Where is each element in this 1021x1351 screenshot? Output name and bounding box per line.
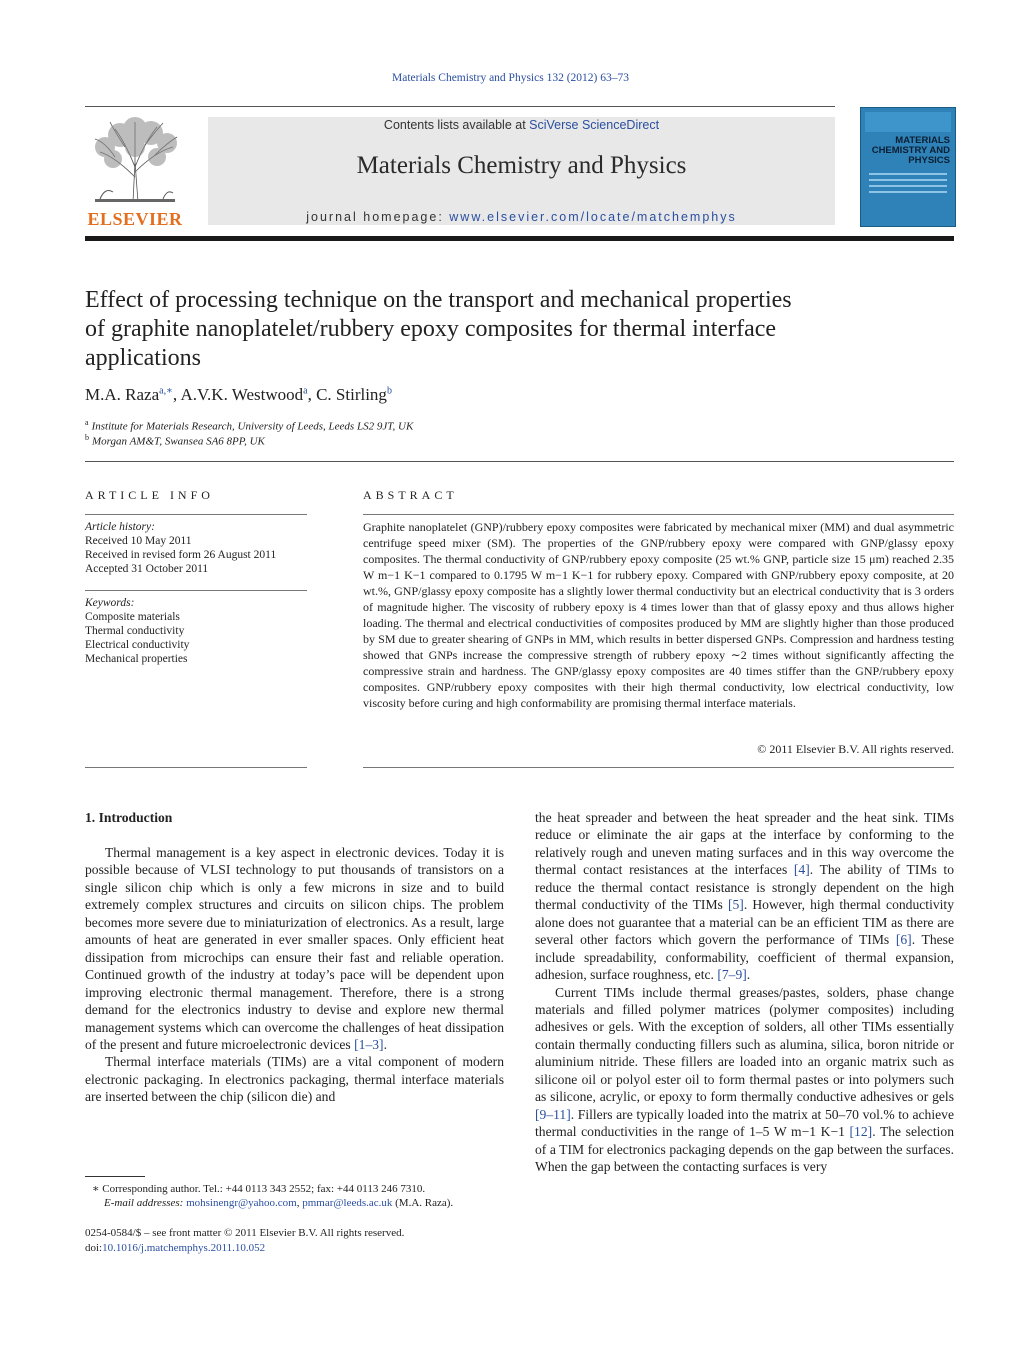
contents-line — [208, 118, 835, 132]
reference-link[interactable]: [4] — [793, 862, 810, 878]
cover-title: MATERIALS CHEMISTRY AND PHYSICS — [871, 135, 950, 166]
abstract-heading: ABSTRACT — [363, 488, 458, 502]
homepage-link[interactable]: www.elsevier.com/locate/matchemphys — [449, 210, 737, 224]
footnote-divider — [85, 1176, 145, 1177]
sciencedirect-link[interactable]: SciVerse ScienceDirect — [529, 118, 660, 132]
history-label: Article history: — [85, 521, 155, 533]
paragraph-text: . The selection of a TIM for electronics packaging depends on the gap between the surfaces. When the gap between the contacting surfaces is very — [535, 1124, 954, 1175]
author-marks[interactable]: b — [386, 385, 392, 397]
author-name: A.V.K. Westwood — [180, 385, 304, 404]
email-separator: , — [296, 1197, 303, 1209]
keywords-block — [85, 596, 189, 666]
right-column — [535, 809, 954, 1176]
paragraph-text: Thermal management is a key aspect in electronic devices. Today it is possible because of VLSI technology to put thousands of transistors on a single silicon chip which is only a few microns in size and to build extremely complex structures and circuits on silicon chips. The problem becomes more severe due to miniaturization of electronics. As a result, large amounts of heat are generated in ever smaller spaces. Only efficient heat dissipation from microchips can ensure their fast and reliable operation. Continued growth of the industry at today’s pace will be dependent upon improving electronic thermal management. Therefore, there is a strong demand for the electronics industry to devise and explore new thermal management systems which can overcome the challenges of heat dissipation of the present and future microelectronic devices — [85, 845, 504, 1052]
corresponding-author-note: ∗ Corresponding author. Tel.: +44 0113 343 2552; fax: +44 0113 246 7310. — [92, 1183, 426, 1195]
abstract-copyright: © 2011 Elsevier B.V. All rights reserved. — [757, 742, 954, 756]
cover-band — [865, 112, 951, 132]
paragraph-text: . Fillers are typically loaded into the matrix at 50–70 vol.% to achieve thermal conductivities in the range of 1–5 W m−1 K−1 — [535, 1106, 954, 1140]
author-separator: , — [307, 385, 317, 404]
article-history — [85, 520, 276, 576]
doi-label: doi: — [85, 1242, 103, 1254]
author-list — [85, 385, 392, 405]
section-heading-introduction: 1. Introduction — [85, 810, 173, 825]
paragraph: Thermal management is a key aspect in electronic devices. Today it is possible because of VLSI technology to put thousands of transistors on a single silicon chip which is only a few microns in size and to build extremely complex structures and circuits on silicon chips. The problem becomes more severe due to miniaturization of electronics. As a result, large amounts of heat are generated in ever smaller spaces. Only efficient heat dissipation from microchips can ensure their fast and reliable operation. Continued growth of the industry at today’s pace will be dependent upon improving electronic thermal management. Therefore, there is a strong demand for the electronics industry to devise and explore new thermal management systems which can overcome the challenges of heat dissipation of the present and future microelectronic devices [1–3]. — [85, 845, 504, 1052]
keyword: Thermal conductivity — [85, 625, 185, 637]
abstract-text: Graphite nanoplatelet (GNP)/rubbery epoxy composites were fabricated by mechanical mixer (MM) and dual asymmetric centrifuge speed mixer (SM). The properties of the GNP/rubbery epoxy were compared with GNP/glassy epoxy composites. The thermal conductivity of GNP/rubbery epoxy composite (25 wt.% GNP, particle size 15 μm) reached 2.35 W m−1 K−1 compared to 0.1795 W m−1 K−1 for rubbery epoxy. Compared with GNP/rubbery epoxy composite, at 20 wt.%, GNP/glassy epoxy composite has a slightly lower thermal conductivity but an electrical conductivity that is 3 orders of magnitude higher. The viscosity of rubbery epoxy is 4 times lower than that of glassy epoxy and thus allows higher loading. The thermal and electrical conductivities of composites produced by MM are slightly higher than those produced by SM due to greater shearing of GNPs in MM, which results in better dispersed GNPs. Compression and hardness testing showed that GNPs increase the compressive strength of rubbery epoxy ∼2 times without significantly affecting the compressive strain and hardness. The GNP/glassy epoxy composites are 40 times stiffer than the GNP/rubbery epoxy composites. GNP/rubbery epoxy composites with their high thermal conductivity, low electrical conductivity, low viscosity before curing and high conformability are promising thermal interface materials. — [363, 520, 954, 710]
paragraph — [535, 984, 954, 1176]
left-column — [85, 844, 504, 1106]
reference-link[interactable]: [5] — [727, 897, 744, 913]
paragraph: the heat spreader and between the heat spreader and the heat sink. TIMs reduce or eliminate the air gaps at the interface by conforming to the relatively rough and uneven mating surfaces and in this way overcome the thermal contact resistances at the interfaces [4]. The ability of TIMs to reduce the thermal contact resistance is strongly dependent on the high thermal conductivity of the TIMs [5]. However, high thermal conductivity alone does not guarantee that a material can be an efficient TIM as there are several other factors which govern the performance of TIMs [6]. These include spreadability, conformability, coefficient of thermal expansion, adhesion, surface roughness, etc. [7–9]. — [535, 810, 954, 983]
abstract-bottom-rule — [363, 767, 954, 768]
paragraph-text: . The ability of TIMs to reduce the thermal contact resistance is strongly dependent on the high thermal conductivity of the TIMs — [535, 862, 954, 913]
journal-homepage — [208, 210, 835, 224]
masthead-bottom-rule — [85, 236, 954, 241]
article-info-divider — [85, 514, 307, 515]
article-info-heading: ARTICLE INFO — [85, 488, 214, 502]
reference-link[interactable]: [12] — [849, 1124, 873, 1140]
author-marks[interactable]: a,∗ — [159, 385, 173, 397]
accepted-date: Accepted 31 October 2011 — [85, 563, 209, 575]
email-suffix: (M.A. Raza). — [392, 1197, 454, 1209]
affiliation-mark: b — [85, 433, 89, 442]
keywords-divider — [85, 590, 307, 591]
paragraph: Thermal interface materials (TIMs) are a vital component of modern electronic packaging. In electronics packaging, thermal interface materials are inserted between the chip (silicon die) and — [85, 1054, 504, 1105]
abstract-divider — [363, 514, 954, 515]
contents-prefix: Contents lists available at — [383, 118, 530, 132]
elsevier-logo — [85, 117, 185, 229]
keyword: Composite materials — [85, 611, 180, 623]
elsevier-tree-icon — [85, 117, 185, 207]
cover-decoration — [869, 173, 947, 197]
affiliation-divider — [85, 461, 954, 462]
article-info-bottom-rule — [85, 767, 307, 768]
email-label: E-mail addresses: — [104, 1197, 187, 1209]
paragraph-text: . These include spreadability, conformability, coefficient of thermal expansion, adhesion, surface roughness, etc. — [535, 932, 954, 983]
revised-date: Received in revised form 26 August 2011 — [85, 549, 277, 561]
email-note — [104, 1196, 453, 1210]
affiliation — [85, 433, 265, 448]
affiliation-text: Morgan AM&T, Swansea SA6 8PP, UK — [92, 435, 265, 448]
reference-link[interactable]: [1–3] — [354, 1036, 384, 1052]
email-link[interactable]: mohsinengr@yahoo.com — [186, 1197, 297, 1209]
keyword: Electrical conductivity — [85, 639, 190, 651]
email-link[interactable]: pmmar@leeds.ac.uk — [302, 1197, 393, 1209]
affiliation-text: Institute for Materials Research, University of Leeds, Leeds LS2 9JT, UK — [91, 420, 414, 433]
doi-line — [85, 1241, 265, 1255]
author-name: C. Stirling — [316, 385, 387, 404]
elsevier-wordmark: ELSEVIER — [87, 209, 183, 229]
reference-link[interactable]: [6] — [895, 932, 912, 948]
reference-link[interactable]: [7–9] — [717, 967, 747, 983]
paragraph-text: Current TIMs include thermal greases/pastes, solders, phase change materials and filled polymer matrices (polymer composites) including adhesives or gels. With the exception of solders, all other TIMs essentially contain thermally conducting fillers such as alumina, silica, boron nitride or aluminium nitride. These fillers are loaded into an organic matrix such as silicone oil or polyol ester oil to form thermal pastes or into polymers such as silicone, acrylic, or epoxy to form thermally conductive adhesives or gels — [535, 984, 954, 1105]
author-name: M.A. Raza — [85, 385, 160, 404]
journal-citation[interactable]: Materials Chemistry and Physics 132 (2012) 63–73 — [391, 72, 629, 84]
doi-link[interactable]: 10.1016/j.matchemphys.2011.10.052 — [102, 1242, 266, 1254]
article-title: Effect of processing technique on the transport and mechanical properties of graphite nanoplatelet/rubbery epoxy composites for thermal interface applications — [85, 287, 792, 371]
keywords-label: Keywords: — [85, 597, 135, 609]
paragraph-text: . However, high thermal conductivity alone does not guarantee that a material can be an efficient TIM as there are several other factors which govern the performance of TIMs — [535, 897, 954, 948]
homepage-prefix: journal homepage: — [306, 210, 450, 224]
author-separator: , — [172, 385, 181, 404]
paragraph-text: the heat spreader and between the heat spreader and the heat sink. TIMs reduce or eliminate the air gaps at the interface by conforming to the relatively rough and uneven mating surfaces and in this way overcome the thermal contact resistances at the interfaces — [535, 810, 954, 878]
header-divider — [85, 106, 835, 107]
affiliation-mark: a — [85, 418, 89, 427]
journal-name: Materials Chemistry and Physics — [356, 152, 687, 179]
reference-link[interactable]: [9–11] — [535, 1106, 571, 1122]
received-date: Received 10 May 2011 — [85, 535, 192, 547]
affiliation — [85, 418, 413, 433]
issn-line: 0254-0584/$ – see front matter © 2011 Elsevier B.V. All rights reserved. — [85, 1227, 405, 1239]
keyword: Mechanical properties — [85, 653, 188, 665]
journal-cover-image — [860, 107, 956, 227]
author-marks[interactable]: a — [303, 385, 308, 397]
